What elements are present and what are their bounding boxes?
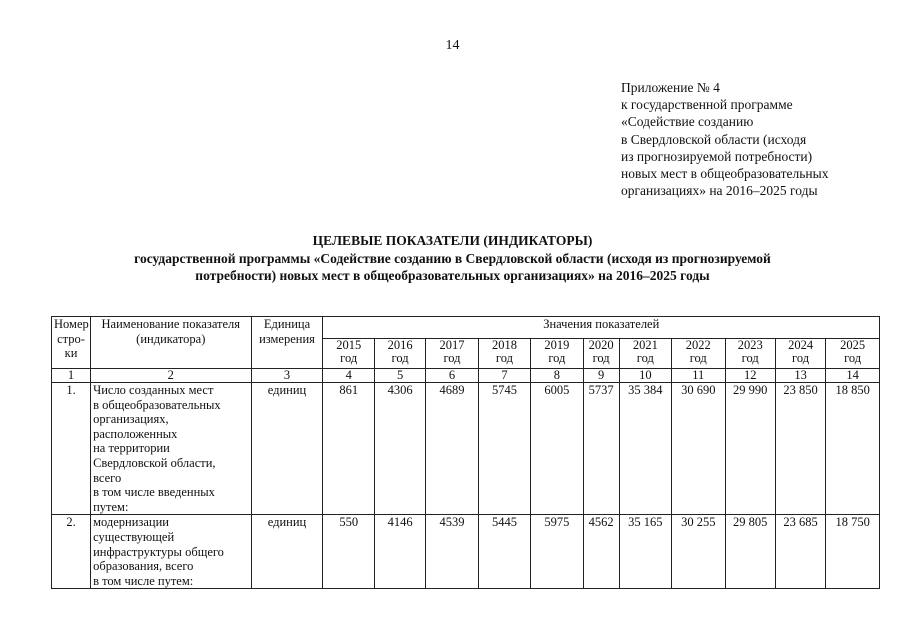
values-group-header: Значения показателей [323, 317, 880, 339]
column-number: 12 [725, 369, 775, 383]
value-cell: 30 255 [672, 515, 725, 589]
header-row [52, 317, 880, 339]
title-line: государственной программы «Содействие созданию в Свердловской области (исходя из прогнозируемой [134, 250, 771, 266]
year-header-2016: 2016 год [374, 339, 425, 369]
year-header-2021: 2021 год [619, 339, 671, 369]
appendix-line: в Свердловской области (исходя [621, 131, 807, 147]
indicators-table [51, 316, 880, 589]
value-cell: 29 805 [725, 515, 775, 589]
column-number: 1 [52, 369, 91, 383]
indicator-name-header: Наименование показателя (индикатора) [91, 317, 251, 369]
value-cell: 5737 [583, 383, 619, 515]
row-number: 2. [52, 515, 91, 589]
value-cell: 23 685 [775, 515, 825, 589]
value-cell: 4562 [583, 515, 619, 589]
value-cell: 6005 [531, 383, 583, 515]
unit-cell: единиц [251, 515, 323, 589]
appendix-line: новых мест в общеобразовательных [621, 166, 829, 182]
value-cell: 4539 [426, 515, 478, 589]
value-cell: 30 690 [672, 383, 725, 515]
value-cell: 550 [323, 515, 374, 589]
table-row [52, 515, 880, 589]
appendix-line: организациях» на 2016–2025 годы [621, 183, 818, 199]
year-header-2025: 2025 год [826, 339, 880, 369]
year-header-2018: 2018 год [478, 339, 530, 369]
column-number: 9 [583, 369, 619, 383]
year-header-2019: 2019 год [531, 339, 583, 369]
value-cell: 4689 [426, 383, 478, 515]
year-header-2015: 2015 год [323, 339, 374, 369]
value-cell: 5745 [478, 383, 530, 515]
column-number: 8 [531, 369, 583, 383]
appendix-line: к государственной программе [621, 97, 793, 113]
appendix-note [621, 79, 891, 199]
title-line: ЦЕЛЕВЫЕ ПОКАЗАТЕЛИ (ИНДИКАТОРЫ) [312, 233, 593, 248]
column-number: 14 [826, 369, 880, 383]
table-row [52, 383, 880, 515]
column-number: 3 [251, 369, 323, 383]
value-cell: 18 750 [826, 515, 880, 589]
document-title [0, 232, 905, 285]
column-number-row [52, 369, 880, 383]
year-header-2020: 2020 год [583, 339, 619, 369]
value-cell: 861 [323, 383, 374, 515]
value-cell: 23 850 [775, 383, 825, 515]
title-line: потребности) новых мест в общеобразовательных организациях» на 2016–2025 годы [195, 268, 710, 283]
column-number: 13 [775, 369, 825, 383]
year-header-2022: 2022 год [672, 339, 725, 369]
unit-header: Единица измерения [251, 317, 323, 369]
value-cell: 5975 [531, 515, 583, 589]
year-header-2017: 2017 год [426, 339, 478, 369]
value-cell: 18 850 [826, 383, 880, 515]
appendix-line: «Содействие созданию [621, 114, 754, 130]
indicator-name: Число созданных мест в общеобразовательных организациях, расположенных на территории Свердловской области, всего в том числе введенных путем: [91, 383, 251, 515]
indicator-name: модернизации существующей инфраструктуры общего образования, всего в том числе путем: [91, 515, 251, 589]
column-number: 5 [374, 369, 425, 383]
unit-cell: единиц [251, 383, 323, 515]
column-number: 11 [672, 369, 725, 383]
column-number: 2 [91, 369, 251, 383]
column-number: 7 [478, 369, 530, 383]
column-number: 4 [323, 369, 374, 383]
value-cell: 4306 [374, 383, 425, 515]
column-number: 10 [619, 369, 671, 383]
row-number-header: Номер стро- ки [52, 317, 91, 369]
row-number: 1. [52, 383, 91, 515]
value-cell: 5445 [478, 515, 530, 589]
column-number: 6 [426, 369, 478, 383]
page-number: 14 [445, 38, 460, 53]
value-cell: 4146 [374, 515, 425, 589]
value-cell: 35 384 [619, 383, 671, 515]
value-cell: 35 165 [619, 515, 671, 589]
year-header-2024: 2024 год [775, 339, 825, 369]
appendix-line: из прогнозируемой потребности) [621, 148, 813, 164]
value-cell: 29 990 [725, 383, 775, 515]
year-header-2023: 2023 год [725, 339, 775, 369]
appendix-line: Приложение № 4 [621, 80, 720, 95]
